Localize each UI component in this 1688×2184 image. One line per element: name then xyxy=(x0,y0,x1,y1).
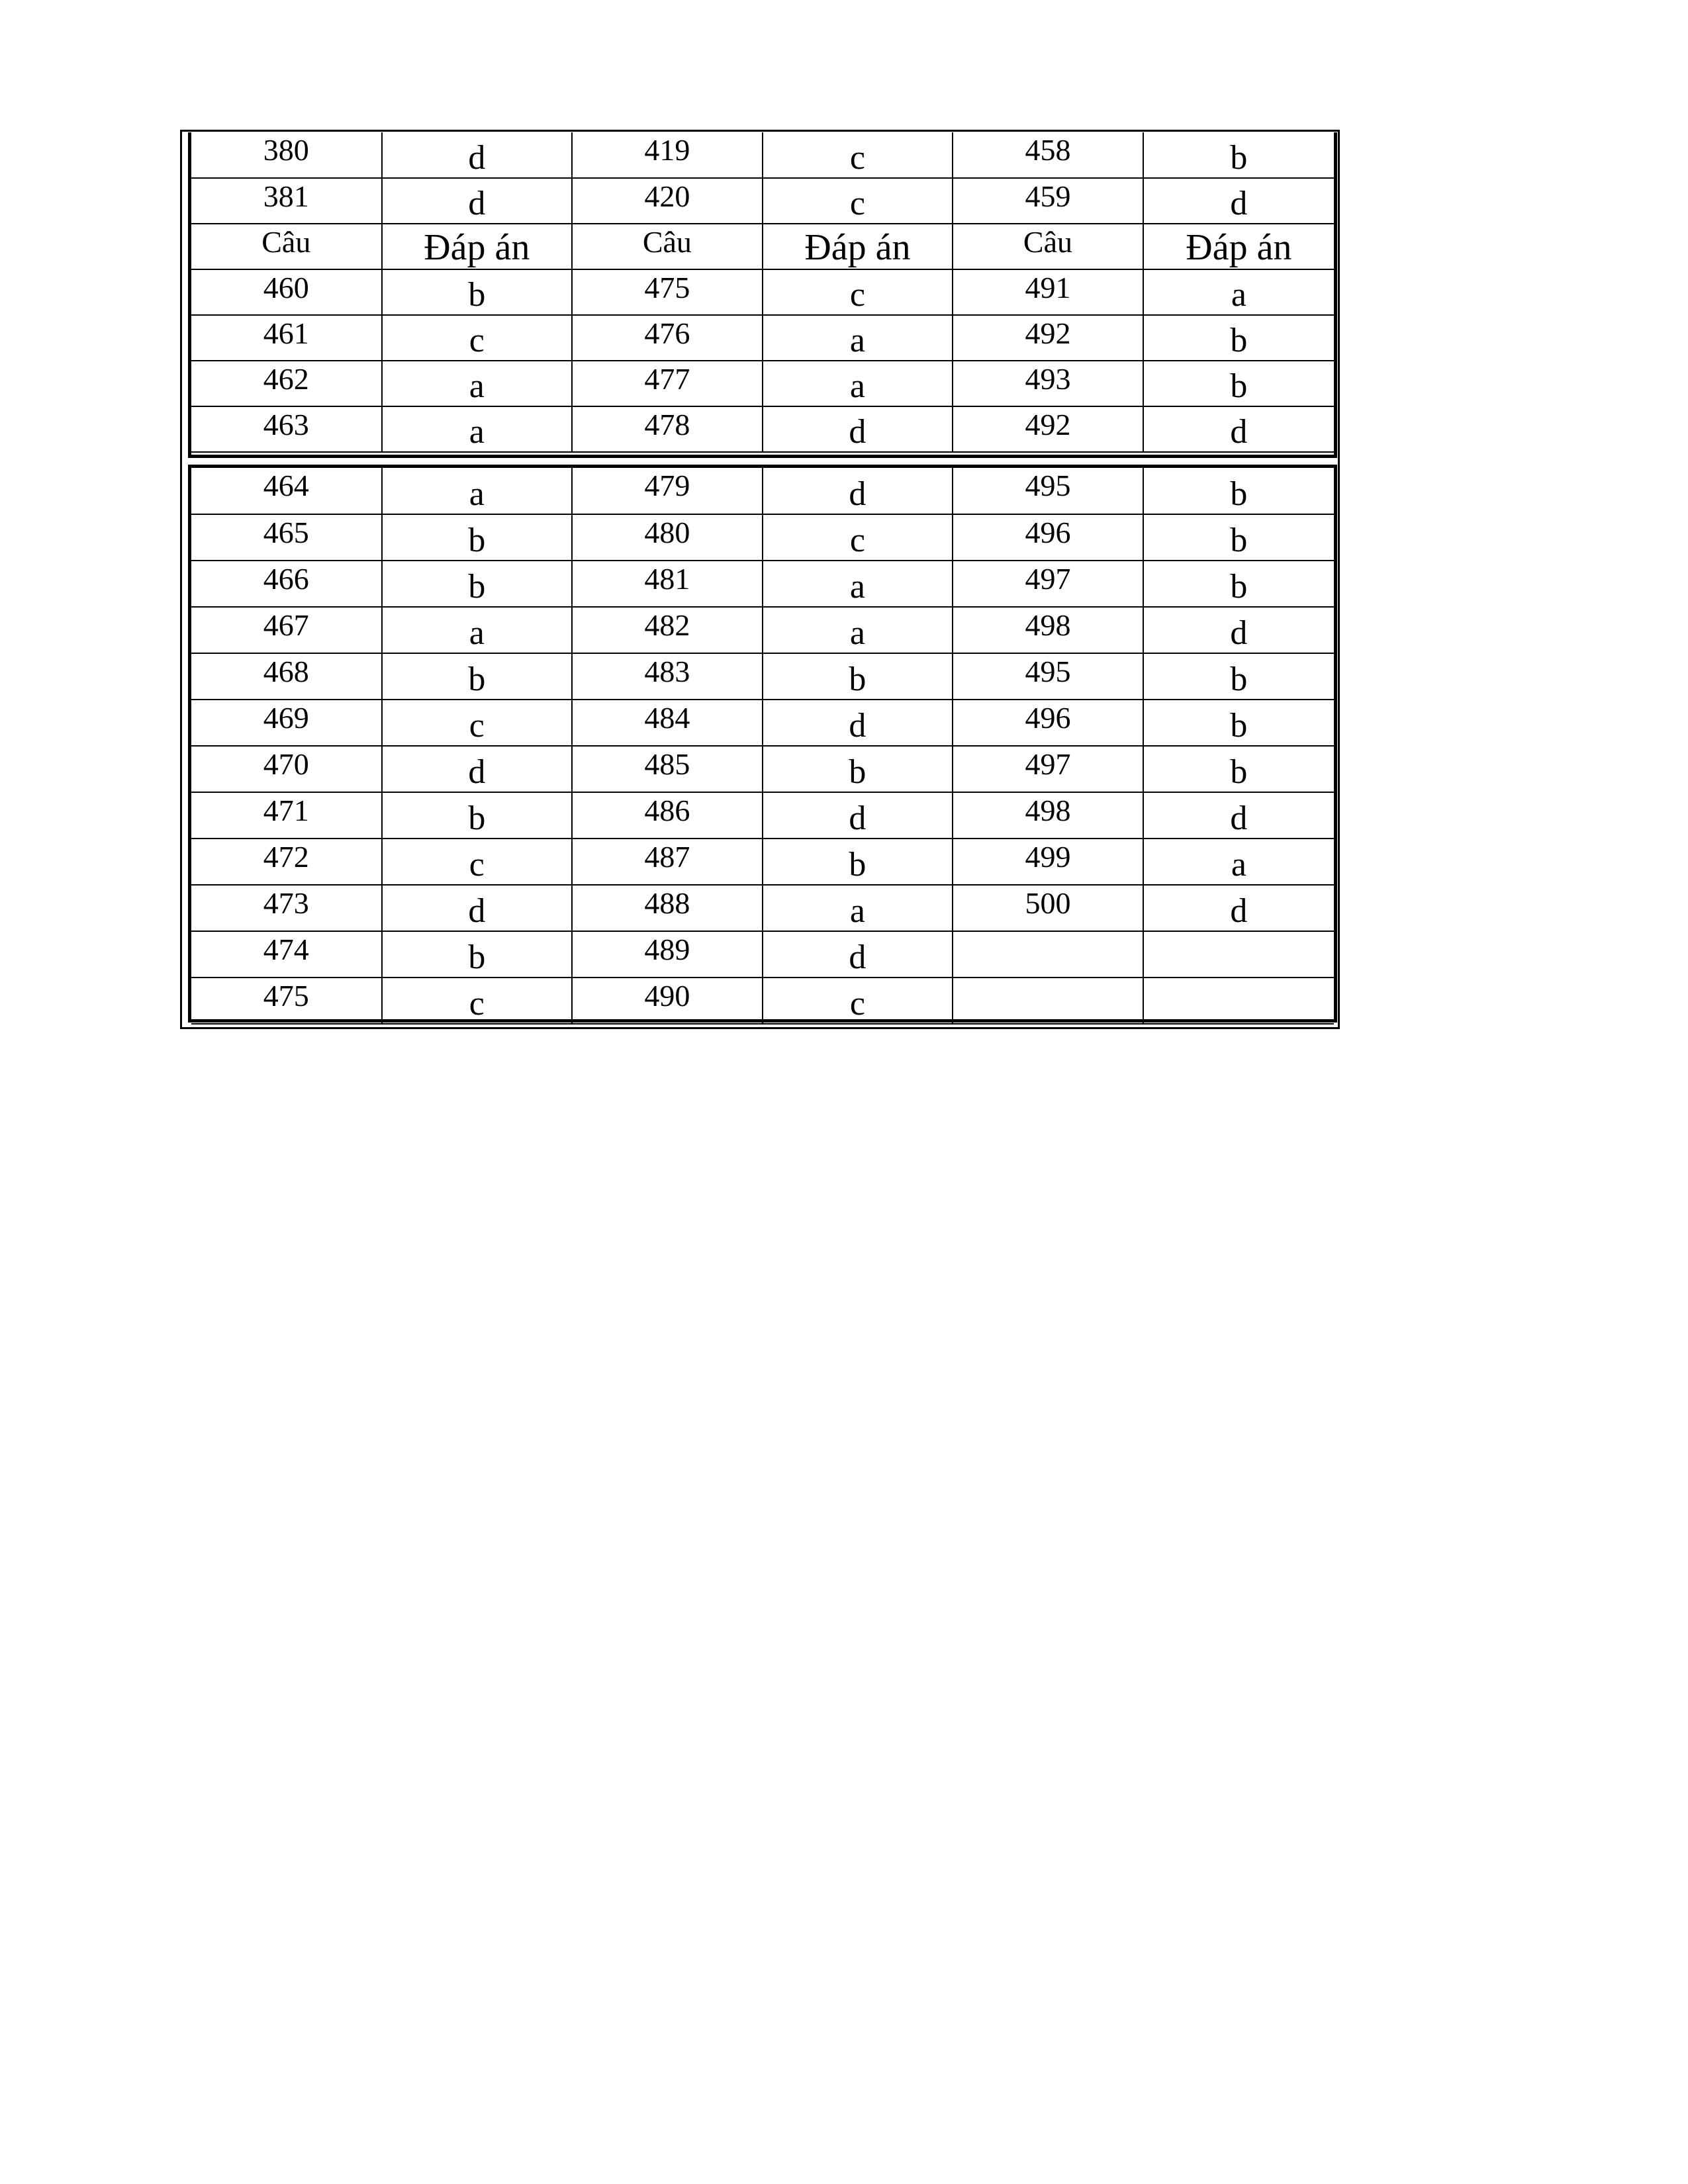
question-number: 496 xyxy=(953,700,1143,746)
answer-letter: a xyxy=(1143,839,1334,885)
question-number: 461 xyxy=(191,315,382,361)
question-number: 500 xyxy=(953,885,1143,931)
answer-letter: b xyxy=(763,839,953,885)
question-number: 458 xyxy=(953,132,1143,178)
question-number: 474 xyxy=(191,931,382,978)
table-row xyxy=(191,700,1334,746)
answer-letter: a xyxy=(382,468,573,514)
answer-letter: d xyxy=(1143,607,1334,653)
header-row xyxy=(191,224,1334,269)
answer-letter: c xyxy=(763,514,953,561)
answer-letter: b xyxy=(1143,561,1334,607)
question-number: 462 xyxy=(191,361,382,406)
answer-letter: d xyxy=(1143,792,1334,839)
table-row xyxy=(191,978,1334,1024)
question-number xyxy=(953,931,1143,978)
question-number: 475 xyxy=(191,978,382,1024)
table-row xyxy=(191,406,1334,452)
question-number: 420 xyxy=(572,178,763,224)
answer-letter: c xyxy=(382,315,573,361)
answer-letter: a xyxy=(382,406,573,452)
answer-letter: d xyxy=(763,792,953,839)
table-row xyxy=(191,178,1334,224)
table-row xyxy=(191,792,1334,839)
question-number: 476 xyxy=(572,315,763,361)
answer-letter: a xyxy=(382,361,573,406)
question-number: 493 xyxy=(953,361,1143,406)
column-header-dap-an: Đáp án xyxy=(1143,224,1334,269)
question-number: 471 xyxy=(191,792,382,839)
table-row xyxy=(191,561,1334,607)
answer-letter: c xyxy=(382,978,573,1024)
question-number: 492 xyxy=(953,315,1143,361)
question-number: 492 xyxy=(953,406,1143,452)
answer-letter: d xyxy=(763,406,953,452)
answer-letter: b xyxy=(1143,700,1334,746)
answer-letter: d xyxy=(763,700,953,746)
answer-letter: c xyxy=(382,700,573,746)
question-number: 487 xyxy=(572,839,763,885)
column-header-dap-an: Đáp án xyxy=(382,224,573,269)
answer-letter: b xyxy=(382,269,573,315)
question-number: 491 xyxy=(953,269,1143,315)
question-number: 467 xyxy=(191,607,382,653)
question-number: 495 xyxy=(953,468,1143,514)
answer-letter: d xyxy=(382,746,573,792)
answer-letter: b xyxy=(1143,653,1334,700)
table-row xyxy=(191,839,1334,885)
question-number: 495 xyxy=(953,653,1143,700)
question-number: 473 xyxy=(191,885,382,931)
answer-letter: b xyxy=(1143,468,1334,514)
answer-letter: c xyxy=(763,978,953,1024)
question-number: 488 xyxy=(572,885,763,931)
answer-letter: b xyxy=(1143,132,1334,178)
question-number: 464 xyxy=(191,468,382,514)
answer-letter: c xyxy=(763,132,953,178)
answer-letter: b xyxy=(382,653,573,700)
answer-letter: b xyxy=(382,792,573,839)
table-row xyxy=(191,607,1334,653)
question-number: 463 xyxy=(191,406,382,452)
question-number: 482 xyxy=(572,607,763,653)
question-number: 477 xyxy=(572,361,763,406)
question-number: 479 xyxy=(572,468,763,514)
column-header-cau: Câu xyxy=(953,224,1143,269)
question-number: 419 xyxy=(572,132,763,178)
question-number: 470 xyxy=(191,746,382,792)
question-number xyxy=(953,978,1143,1024)
column-header-cau: Câu xyxy=(572,224,763,269)
table-row xyxy=(191,931,1334,978)
answer-letter: d xyxy=(763,468,953,514)
question-number: 469 xyxy=(191,700,382,746)
answer-letter: b xyxy=(1143,361,1334,406)
question-number: 380 xyxy=(191,132,382,178)
table-row xyxy=(191,269,1334,315)
table-row xyxy=(191,468,1334,514)
question-number: 480 xyxy=(572,514,763,561)
answer-letter: a xyxy=(763,607,953,653)
answer-table-top xyxy=(188,132,1337,458)
answer-letter: b xyxy=(382,931,573,978)
question-number: 496 xyxy=(953,514,1143,561)
question-number: 381 xyxy=(191,178,382,224)
table-row xyxy=(191,653,1334,700)
table-row xyxy=(191,746,1334,792)
answer-letter: a xyxy=(382,607,573,653)
answer-letter: b xyxy=(382,514,573,561)
answer-table-bottom xyxy=(188,465,1337,1023)
question-number: 466 xyxy=(191,561,382,607)
question-number: 460 xyxy=(191,269,382,315)
answer-letter: d xyxy=(1143,885,1334,931)
question-number: 485 xyxy=(572,746,763,792)
table-row xyxy=(191,885,1334,931)
answer-letter: a xyxy=(763,561,953,607)
question-number: 498 xyxy=(953,607,1143,653)
question-number: 478 xyxy=(572,406,763,452)
question-number: 459 xyxy=(953,178,1143,224)
column-header-dap-an: Đáp án xyxy=(763,224,953,269)
question-number: 484 xyxy=(572,700,763,746)
question-number: 483 xyxy=(572,653,763,700)
question-number: 498 xyxy=(953,792,1143,839)
answer-letter: a xyxy=(1143,269,1334,315)
question-number: 499 xyxy=(953,839,1143,885)
answer-letter: d xyxy=(1143,178,1334,224)
answer-letter: a xyxy=(763,885,953,931)
answer-letter: b xyxy=(1143,315,1334,361)
answer-letter xyxy=(1143,931,1334,978)
answer-letter: b xyxy=(1143,514,1334,561)
question-number: 481 xyxy=(572,561,763,607)
question-number: 490 xyxy=(572,978,763,1024)
answer-letter: d xyxy=(1143,406,1334,452)
table-row xyxy=(191,514,1334,561)
answer-letter: c xyxy=(763,269,953,315)
table-row xyxy=(191,361,1334,406)
question-number: 486 xyxy=(572,792,763,839)
table-row xyxy=(191,132,1334,178)
question-number: 489 xyxy=(572,931,763,978)
table-row xyxy=(191,315,1334,361)
answer-letter: b xyxy=(1143,746,1334,792)
answer-letter: d xyxy=(763,931,953,978)
question-number: 475 xyxy=(572,269,763,315)
answer-letter: d xyxy=(382,885,573,931)
answer-letter: b xyxy=(763,746,953,792)
answer-letter: c xyxy=(763,178,953,224)
question-number: 465 xyxy=(191,514,382,561)
answer-letter: d xyxy=(382,132,573,178)
answer-grid-top xyxy=(191,132,1334,453)
question-number: 497 xyxy=(953,561,1143,607)
answer-letter: b xyxy=(382,561,573,607)
answer-letter xyxy=(1143,978,1334,1024)
answer-letter: d xyxy=(382,178,573,224)
question-number: 468 xyxy=(191,653,382,700)
column-header-cau: Câu xyxy=(191,224,382,269)
answer-letter: b xyxy=(763,653,953,700)
answer-letter: a xyxy=(763,361,953,406)
answer-grid-bottom xyxy=(191,468,1334,1024)
answer-letter: a xyxy=(763,315,953,361)
answer-letter: c xyxy=(382,839,573,885)
question-number: 497 xyxy=(953,746,1143,792)
question-number: 472 xyxy=(191,839,382,885)
